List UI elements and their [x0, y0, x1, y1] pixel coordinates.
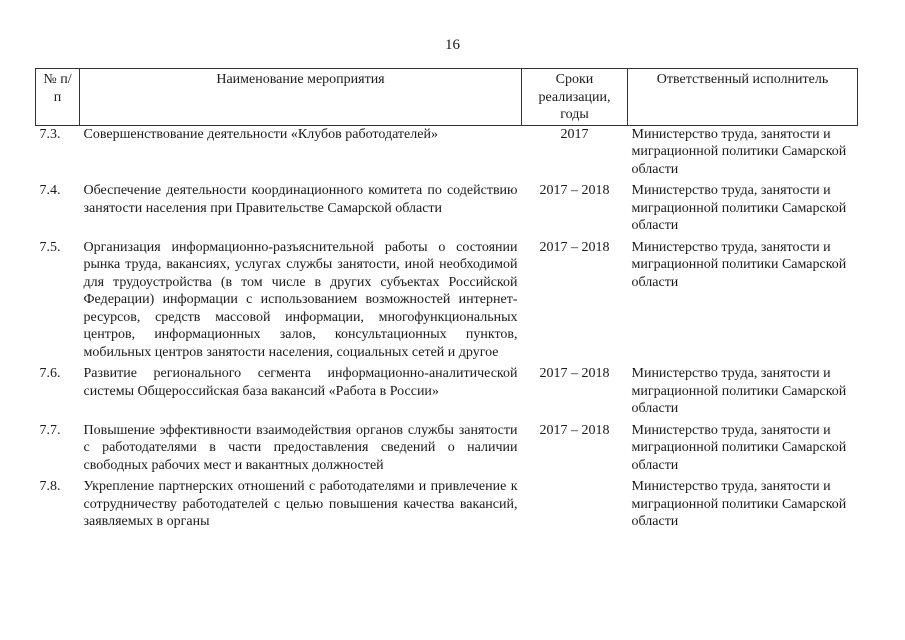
- row-responsible: Министерство труда, занятости и миграционной политики Самарской области: [631, 126, 847, 177]
- table-row: [36, 478, 858, 535]
- row-activity-name: Повышение эффективности взаимодействия органов службы занятости с работодателями в части предоставления сведений о наличии свободных рабочих мест и вакантных должностей: [83, 422, 518, 473]
- row-term: 2017: [560, 126, 589, 142]
- row-responsible: Министерство труда, занятости и миграционной политики Самарской области: [631, 422, 847, 473]
- row-responsible: Министерство труда, занятости и миграционной политики Самарской области: [631, 239, 847, 290]
- row-responsible: Министерство труда, занятости и миграционной политики Самарской области: [631, 183, 847, 233]
- table-header: [36, 69, 858, 126]
- header-number: № п/п: [36, 69, 80, 126]
- row-activity-name: Организация информационно-разъяснительной работы о состоянии рынка труда, вакансиях, услугах службы занятости, иной необходимой для трудоустройства (в том числе в других субъектах Российской Федерации) информации с использованием возможностей интернет-ресурсов, средств массовой информации, многофункциональных центров, информационных залов, консультационных пунктов, мобильных центров занятости населения, социальных сетей и другое: [83, 239, 518, 360]
- row-term: 2017 – 2018: [539, 239, 610, 255]
- header-activity-name: Наименование мероприятия: [80, 69, 522, 126]
- table-row: [36, 365, 858, 422]
- header-term: Сроки реализации, годы: [522, 69, 628, 126]
- row-number: 7.8.: [39, 479, 61, 494]
- row-responsible: Министерство труда, занятости и миграционной политики Самарской области: [631, 479, 847, 529]
- row-activity-name: Укрепление партнерских отношений с работодателями и привлечение к сотрудничеству работодателей с целью повышения качества вакансий, заявляемых в органы: [83, 479, 518, 529]
- row-activity-name: Развитие регионального сегмента информационно-аналитической системы Общероссийская база вакансий «Работа в России»: [83, 366, 518, 399]
- activities-table: [35, 68, 858, 535]
- header-responsible: Ответственный исполнитель: [628, 69, 858, 126]
- table-row: [36, 422, 858, 479]
- row-number: 7.6.: [39, 366, 61, 381]
- row-term: 2017 – 2018: [539, 366, 610, 381]
- table-row: [36, 125, 858, 182]
- row-activity-name: Обеспечение деятельности координационного комитета по содействию занятости населения при Правительстве Самарской области: [83, 183, 518, 216]
- row-responsible: Министерство труда, занятости и миграционной политики Самарской области: [631, 366, 847, 416]
- table-row: [36, 182, 858, 239]
- row-number: 7.5.: [39, 239, 61, 255]
- row-term: 2017 – 2018: [539, 183, 610, 198]
- row-term: [522, 478, 628, 535]
- row-number: 7.3.: [39, 126, 61, 142]
- page-number: 16: [445, 37, 460, 53]
- row-activity-name: Совершенствование деятельности «Клубов работодателей»: [83, 126, 438, 142]
- table-row: [36, 239, 858, 366]
- row-number: 7.7.: [39, 422, 61, 438]
- row-term: 2017 – 2018: [539, 422, 610, 438]
- row-number: 7.4.: [39, 183, 61, 198]
